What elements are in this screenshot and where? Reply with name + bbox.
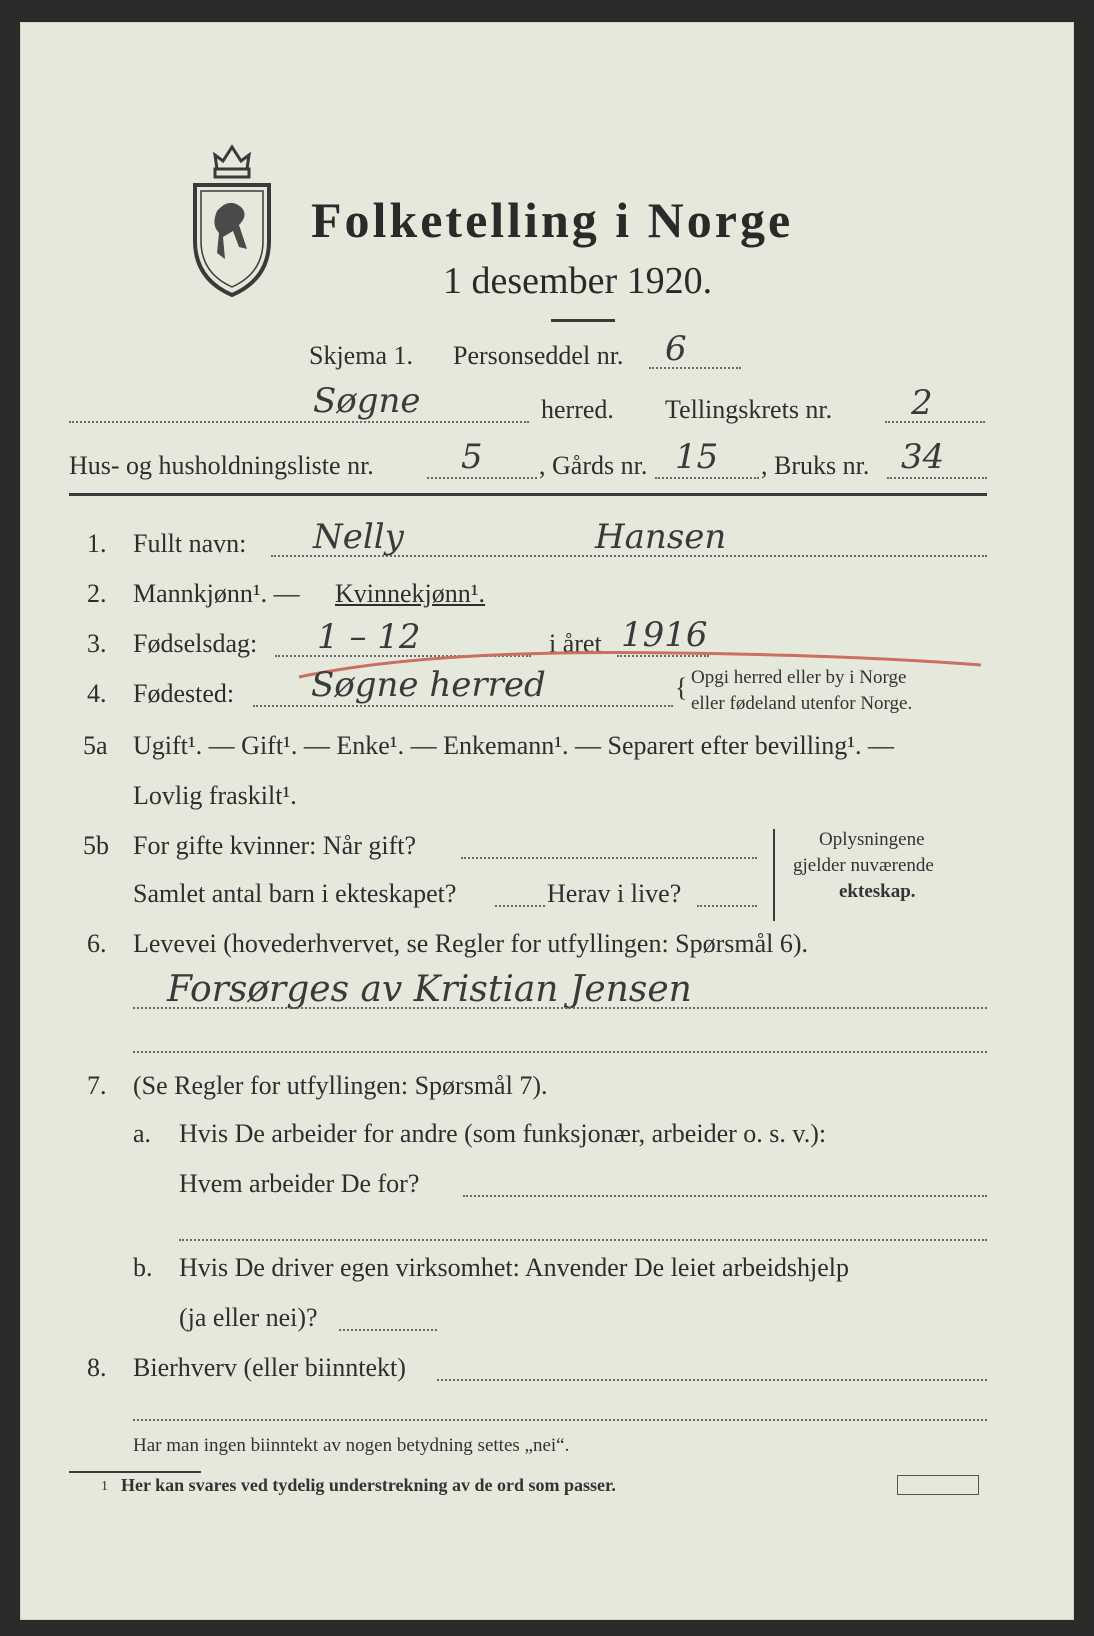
footnote-text: Her kan svares ved tydelig understrekning av de ord som passer.	[121, 1475, 616, 1495]
q1-label: Fullt navn:	[133, 529, 247, 558]
q7b-line1: Hvis De driver egen virksomhet: Anvender De leiet arbeidshjelp	[179, 1253, 850, 1282]
q5a-line2: Lovlig fraskilt¹.	[133, 781, 297, 810]
q5b-note-2: gjelder nuværende	[793, 855, 934, 876]
q7-label: (Se Regler for utfyllingen: Spørsmål 7).	[133, 1071, 548, 1100]
gards-value: 15	[675, 437, 719, 477]
title-divider	[551, 319, 615, 322]
q7a-line-2	[179, 1239, 987, 1241]
q5a-line1: Ugift¹. — Gift¹. — Enke¹. — Enkemann¹. — Separert efter bevilling¹. —	[133, 731, 895, 760]
census-date: 1 desember 1920.	[443, 260, 713, 302]
q8-label: Bierhverv (eller biinntekt)	[133, 1353, 406, 1382]
q1-last-name: Hansen	[595, 517, 727, 557]
footnote-divider	[69, 1471, 201, 1473]
q5a-number: 5a	[83, 731, 108, 760]
q3-year-value: 1916	[621, 615, 708, 655]
tellingskrets-line	[885, 421, 985, 423]
personseddel-value: 6	[665, 329, 687, 369]
q5b-note-3: ekteskap.	[839, 881, 916, 902]
q4-note-2: eller fødeland utenfor Norge.	[691, 693, 913, 714]
q3-year-label: i året	[549, 629, 602, 658]
husholdning-value: 5	[461, 437, 483, 477]
q5b-children-line	[495, 905, 545, 907]
header-divider	[69, 493, 987, 496]
q3-label: Fødselsdag:	[133, 629, 258, 658]
q2-number: 2.	[87, 579, 107, 608]
q4-brace: {	[675, 673, 688, 702]
q5b-note-1: Oplysningene	[819, 829, 925, 850]
personseddel-line	[649, 367, 741, 369]
herred-value: Søgne	[313, 381, 421, 421]
q3-value: 1 – 12	[317, 617, 421, 657]
q6-line-1	[133, 1007, 987, 1009]
q2-option-male: Mannkjønn¹. —	[133, 579, 300, 608]
q7a-line1: Hvis De arbeider for andre (som funksjonær, arbeider o. s. v.):	[179, 1119, 827, 1148]
q4-value: Søgne herred	[311, 665, 546, 705]
q8-line-1	[437, 1379, 987, 1381]
q6-label: Levevei (hovederhvervet, se Regler for utfyllingen: Spørsmål 6).	[133, 929, 809, 958]
herred-label: herred.	[541, 395, 614, 424]
q3-number: 3.	[87, 629, 107, 658]
q2-option-female: Kvinnekjønn¹.	[335, 579, 486, 608]
q1-first-name: Nelly	[313, 517, 404, 557]
q5b-married-line	[461, 857, 757, 859]
q5b-bracket	[773, 829, 775, 921]
q6-value: Forsørges av Kristian Jensen	[167, 969, 692, 1010]
tellingskrets-label: Tellingskrets nr.	[665, 395, 833, 424]
q7a-line-1	[463, 1195, 987, 1197]
q4-note-1: Opgi herred eller by i Norge	[691, 667, 907, 688]
form-title: Folketelling i Norge	[311, 192, 794, 248]
husholdning-line	[427, 477, 537, 479]
bruks-line	[887, 477, 987, 479]
q5b-number: 5b	[83, 831, 109, 860]
coat-of-arms-icon	[189, 141, 275, 297]
q7b-answer-line	[339, 1329, 437, 1331]
skjema-label: Skjema 1.	[309, 341, 413, 370]
census-form	[20, 22, 1074, 1620]
q6-number: 6.	[87, 929, 107, 958]
q7-number: 7.	[87, 1071, 107, 1100]
q1-number: 1.	[87, 529, 107, 558]
q8-line-2	[133, 1419, 987, 1421]
q5b-children-label: Samlet antal barn i ekteskapet?	[133, 879, 457, 908]
q7b-line2: (ja eller nei)?	[179, 1303, 318, 1332]
gards-line	[655, 477, 759, 479]
bruks-label: , Bruks nr.	[761, 451, 870, 480]
q4-number: 4.	[87, 679, 107, 708]
q4-label: Fødested:	[133, 679, 235, 708]
footer-note: Har man ingen biinntekt av nogen betydning settes „nei“.	[133, 1435, 570, 1456]
gards-label: , Gårds nr.	[539, 451, 648, 480]
q7a-line2: Hvem arbeider De for?	[179, 1169, 420, 1198]
q5b-line1: For gifte kvinner: Når gift?	[133, 831, 417, 860]
q7b-letter: b.	[133, 1253, 153, 1282]
bruks-value: 34	[901, 437, 945, 477]
q5b-alive-label: Herav i live?	[547, 879, 682, 908]
q5b-alive-line	[697, 905, 757, 907]
q4-line	[253, 705, 673, 707]
tellingskrets-value: 2	[911, 383, 933, 423]
q6-line-2	[133, 1051, 987, 1053]
footnote-number: 1	[101, 1479, 108, 1494]
herred-line	[69, 421, 529, 423]
husholdning-label: Hus- og husholdningsliste nr.	[69, 451, 374, 480]
q8-number: 8.	[87, 1353, 107, 1382]
personseddel-label: Personseddel nr.	[453, 341, 624, 370]
q7a-letter: a.	[133, 1119, 152, 1148]
printer-stamp	[897, 1475, 979, 1495]
